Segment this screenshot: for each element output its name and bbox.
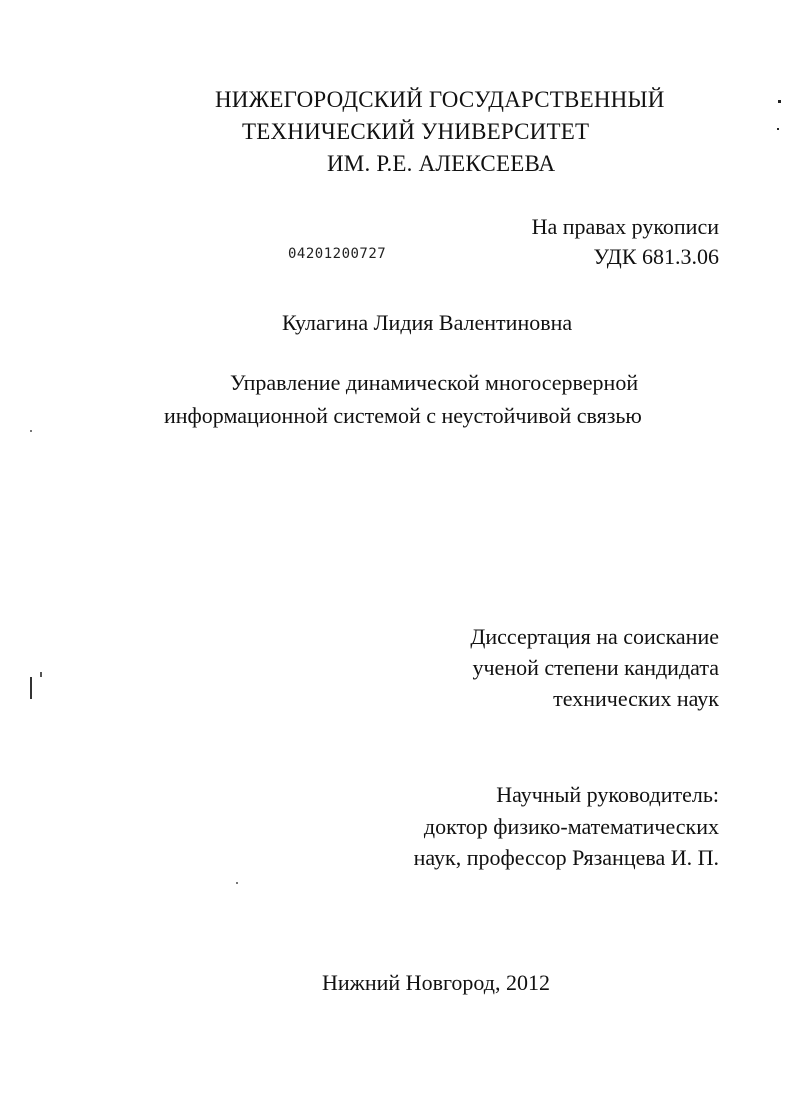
registration-number: 04201200727 [288,246,387,262]
dissertation-line-1: Диссертация на соискание [470,624,719,649]
scan-speck [30,430,32,432]
institution-line-3: ИМ. Р.Е. АЛЕКСЕЕВА [327,151,556,176]
supervisor-line-3: наук, профессор Рязанцева И. П. [413,845,719,870]
manuscript-rights: На правах рукописи [531,214,719,239]
institution-line-2: ТЕХНИЧЕСКИЙ УНИВЕРСИТЕТ [242,119,590,144]
title-line-2: информационной системой с неустойчивой связью [164,403,642,428]
scan-speck [40,672,42,677]
place-year: Нижний Новгород, 2012 [322,970,550,995]
title-line-1: Управление динамической многосерверной [230,370,639,395]
udk-code: УДК 681.3.06 [593,244,719,269]
author-name: Кулагина Лидия Валентиновна [282,310,573,335]
dissertation-line-3: технических наук [553,686,719,711]
scan-speck [777,128,779,130]
supervisor-line-1: Научный руководитель: [496,782,719,807]
institution-line-1: НИЖЕГОРОДСКИЙ ГОСУДАРСТВЕННЫЙ [215,87,665,112]
scan-speck [30,677,32,699]
dissertation-line-2: ученой степени кандидата [472,655,719,680]
supervisor-line-2: доктор физико-математических [423,814,719,839]
scan-speck [778,100,781,103]
scan-speck [236,882,238,884]
